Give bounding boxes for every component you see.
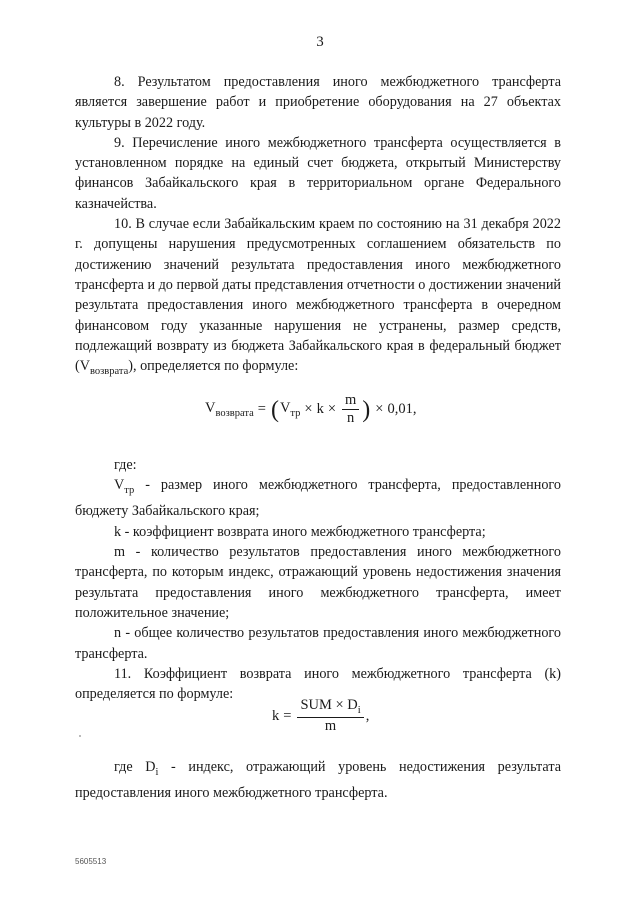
formula-1-denominator: n — [347, 410, 355, 427]
formula-2-numerator-text: SUM × D — [300, 697, 358, 713]
formula-1-constant: 0,01, — [387, 401, 417, 418]
formula-2-numerator — [297, 698, 363, 718]
formula-2-tail: , — [365, 707, 370, 724]
document-code: 5605513 — [75, 857, 107, 866]
formula-2-equals: = — [283, 707, 292, 724]
formula-2-fraction — [297, 698, 363, 734]
paragraph-10-text: 10. В случае если Забайкальским краем по состоянию на 31 декабря 2022 г. допущены нарушения предусмотренных соглашением обязательств по достижению значений результата предоставления иного межбюджетного трансферта и до первой даты представления отчетности о достижении значений результата предоставления иного межбюджетного трансферта в очередном финансовом году указанные нарушения не устранены, размер средств, подлежащий возврату из бюджета Забайкальского края в федеральный бюджет (V — [75, 216, 561, 375]
formula-1-times-1: × — [304, 401, 313, 418]
text-block-middle — [75, 455, 561, 704]
paragraph-10-subscript: возврата — [89, 365, 129, 377]
paragraph-10-tail: ), определяется по формуле: — [128, 358, 299, 375]
formula-1-v — [280, 400, 300, 419]
definition-vtr — [75, 475, 561, 521]
paragraph-9: 9. Перечисление иного межбюджетного трансферта осуществляется в установленном порядке на единый счет бюджета, открытый Министерству финансов Забайкальского края в территориальном органе Федерального казначейства. — [75, 134, 561, 212]
formula-2-denominator: m — [324, 717, 337, 734]
definition-di — [75, 757, 561, 803]
text-block-upper — [75, 72, 561, 382]
definition-vtr-text: - размер иного межбюджетного трансферта, предоставленного бюджету Забайкальского края; — [75, 477, 561, 520]
formula-1-lhs-subscript: возврата — [215, 408, 254, 420]
page-number: 3 — [316, 34, 324, 50]
definition-n: n - общее количество результатов предоставления иного межбюджетного трансферта. — [75, 625, 561, 662]
paragraph-11: 11. Коэффициент возврата иного межбюджетного трансферта (k) определяется по формуле: — [75, 665, 561, 703]
definition-k: k - коэффициент возврата иного межбюджетного трансферта; — [114, 523, 486, 540]
formula-1-close-paren: ) — [362, 396, 371, 423]
formula-1-v-subscript: тр — [290, 408, 301, 420]
formula-1-open-paren: ( — [270, 396, 279, 423]
formula-1-equals: = — [257, 401, 266, 418]
formula-1-times-3: × — [375, 401, 384, 418]
formula-1-lhs — [205, 400, 254, 419]
paragraph-8: 8. Результатом предоставления иного межбюджетного трансферта является завершение работ и приобретение оборудования на 27 объектах культуры в 2022 году. — [75, 74, 561, 131]
formula-1-k: k — [316, 401, 324, 418]
formula-2-numerator-subscript: i — [357, 704, 361, 716]
definition-di-text: - индекс, отражающий уровень недостижения результата предоставления иного межбюджетного трансферта. — [75, 759, 561, 802]
margin-mark — [79, 735, 81, 737]
where-label: где: — [114, 457, 137, 473]
formula-2-lhs: k — [272, 707, 280, 724]
definition-di-prefix: где D — [114, 759, 156, 775]
definition-m: m - количество результатов предоставления иного межбюджетного трансферта, по которым индекс, отражающий уровень недостижения значения результата предоставления иного межбюджетного трансферта, имеет положительное значение; — [75, 544, 561, 621]
definition-vtr-subscript: тр — [124, 485, 135, 497]
formula-1-fraction — [342, 393, 359, 426]
definition-di-subscript: i — [155, 766, 159, 778]
formula-return-amount — [205, 393, 416, 426]
paragraph-10 — [75, 214, 561, 382]
formula-1-v-symbol: V — [279, 400, 291, 417]
formula-return-coefficient — [272, 698, 369, 734]
formula-1-times-2: × — [327, 401, 337, 418]
definition-vtr-symbol: V — [114, 477, 125, 494]
formula-1-lhs-symbol: V — [205, 400, 216, 417]
formula-1-numerator: m — [342, 393, 359, 410]
text-block-lower — [75, 757, 561, 803]
